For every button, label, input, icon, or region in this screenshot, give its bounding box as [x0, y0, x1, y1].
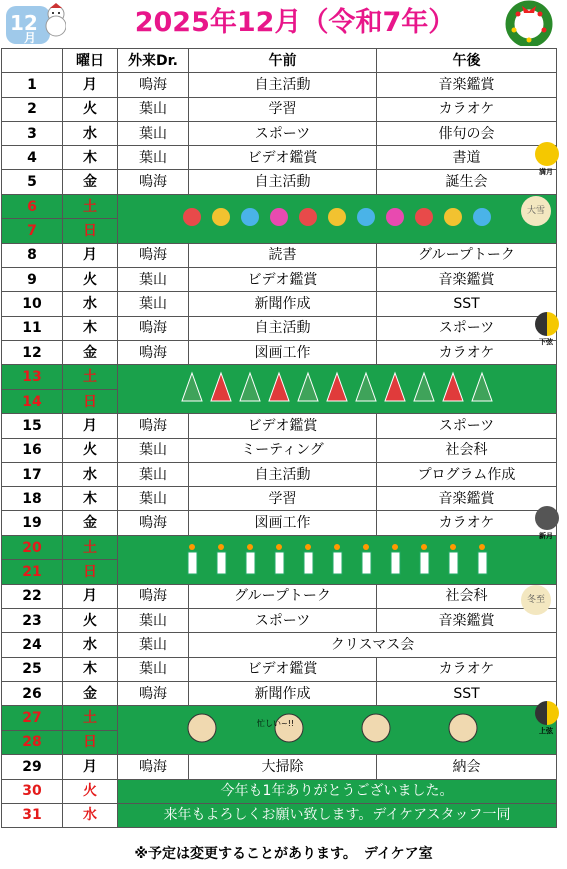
doctor-name: 葉山 [118, 438, 189, 462]
table-row [2, 803, 557, 827]
day-of-week: 月 [63, 414, 118, 438]
page-title: 2025年12月（令和7年） [134, 7, 456, 38]
table-row [2, 414, 557, 438]
tree-icon [327, 373, 347, 401]
tree-icon [298, 373, 318, 401]
ornament-icon [444, 208, 462, 226]
am-activity: 自主活動 [189, 170, 377, 194]
day-of-week: 金 [63, 511, 118, 535]
ornament-icon [328, 208, 346, 226]
table-row [2, 657, 557, 681]
day-of-week: 金 [63, 170, 118, 194]
flame-icon [276, 544, 282, 550]
day-number: 31 [2, 803, 63, 827]
day-number: 22 [2, 584, 63, 608]
day-of-week: 水 [63, 292, 118, 316]
day-of-week: 木 [63, 146, 118, 170]
month-badge-icon [4, 2, 66, 46]
tree-icon [443, 373, 463, 401]
character-icon [188, 714, 216, 742]
am-activity: 図画工作 [189, 340, 377, 364]
doctor-name: 葉山 [118, 146, 189, 170]
all-day-activity: クリスマス会 [189, 633, 557, 657]
day-number: 15 [2, 414, 63, 438]
day-number: 24 [2, 633, 63, 657]
badge-month: 12 [10, 11, 38, 35]
doctor-name: 鳴海 [118, 340, 189, 364]
day-number: 1 [2, 73, 63, 97]
table-header-row [2, 49, 557, 73]
pm-activity: カラオケ [377, 340, 557, 364]
day-of-week: 土 [63, 535, 118, 560]
header-am: 午前 [189, 49, 377, 73]
day-number: 30 [2, 779, 63, 803]
ornament-icon [270, 208, 288, 226]
moon-phase-label: 新月 [539, 532, 553, 541]
day-number: 9 [2, 268, 63, 292]
flame-icon [247, 544, 253, 550]
table-row [2, 462, 557, 486]
doctor-name: 葉山 [118, 97, 189, 121]
day-number: 8 [2, 243, 63, 267]
day-of-week: 火 [63, 609, 118, 633]
wreath-icon [500, 0, 558, 46]
ornament-icon [212, 208, 230, 226]
badge-unit: 月 [24, 31, 37, 45]
table-row [2, 73, 557, 97]
day-number: 28 [2, 730, 63, 755]
table-row [2, 609, 557, 633]
ornament-icon [473, 208, 491, 226]
day-number: 21 [2, 560, 63, 585]
flame-icon [392, 544, 398, 550]
ornament-icon [183, 208, 201, 226]
flame-icon [218, 544, 224, 550]
doctor-name: 鳴海 [118, 681, 189, 705]
am-activity: スポーツ [189, 609, 377, 633]
decoration-art [172, 536, 502, 580]
pm-activity: 社会科 [377, 584, 557, 608]
doctor-name: 鳴海 [118, 511, 189, 535]
weekend-decoration [118, 535, 557, 584]
flame-icon [363, 544, 369, 550]
day-of-week: 水 [63, 121, 118, 145]
table-row [2, 340, 557, 364]
day-of-week: 火 [63, 268, 118, 292]
day-number: 2 [2, 97, 63, 121]
pm-activity: カラオケ [377, 511, 557, 535]
solar-term-icon: 冬至 [521, 585, 551, 615]
character-icon [449, 714, 477, 742]
tree-icon [269, 373, 289, 401]
day-of-week: 土 [63, 706, 118, 731]
flame-icon [450, 544, 456, 550]
header-day [2, 49, 63, 73]
table-row [2, 779, 557, 803]
day-number: 6 [2, 194, 63, 219]
candle-icon [275, 552, 284, 574]
pm-activity: SST [377, 681, 557, 705]
am-activity: 学習 [189, 97, 377, 121]
table-row [2, 194, 557, 219]
am-activity: 図画工作 [189, 511, 377, 535]
moon-phase-label: 上弦 [539, 726, 553, 735]
ornament-icon [386, 208, 404, 226]
table-row [2, 146, 557, 170]
day-number: 20 [2, 535, 63, 560]
day-number: 25 [2, 657, 63, 681]
holiday-message: 来年もよろしくお願い致します。デイケアスタッフ一同 [118, 803, 557, 827]
table-row [2, 535, 557, 560]
candle-icon [362, 552, 371, 574]
day-of-week: 日 [63, 389, 118, 414]
am-activity: 自主活動 [189, 462, 377, 486]
am-activity: ビデオ鑑賞 [189, 414, 377, 438]
day-number: 4 [2, 146, 63, 170]
pm-activity: プログラム作成 [377, 462, 557, 486]
day-of-week: 木 [63, 487, 118, 511]
moon-phase-label: 満月 [539, 167, 553, 176]
tree-icon [472, 373, 492, 401]
pm-activity: 書道 [377, 146, 557, 170]
moon-phase-icon [535, 701, 559, 725]
decoration-art [172, 706, 502, 750]
pm-activity: 音楽鑑賞 [377, 73, 557, 97]
table-row [2, 97, 557, 121]
day-number: 13 [2, 365, 63, 390]
weekend-decoration [118, 365, 557, 414]
am-activity: ビデオ鑑賞 [189, 268, 377, 292]
table-row [2, 365, 557, 390]
pm-activity: 俳句の会 [377, 121, 557, 145]
flame-icon [305, 544, 311, 550]
pm-activity: スポーツ [377, 316, 557, 340]
footer-note: ※予定は変更することがあります。 デイケア室 [134, 846, 433, 862]
am-activity: 大掃除 [189, 755, 377, 779]
day-of-week: 木 [63, 316, 118, 340]
moon-phase-label: 下弦 [539, 337, 553, 346]
tree-icon [385, 373, 405, 401]
table-row [2, 316, 557, 340]
pm-activity: 音楽鑑賞 [377, 609, 557, 633]
day-number: 10 [2, 292, 63, 316]
candle-icon [391, 552, 400, 574]
candle-icon [449, 552, 458, 574]
day-of-week: 火 [63, 97, 118, 121]
tree-icon [356, 373, 376, 401]
am-activity: 新聞作成 [189, 681, 377, 705]
table-row [2, 243, 557, 267]
pm-activity: 社会科 [377, 438, 557, 462]
day-of-week: 水 [63, 462, 118, 486]
day-number: 3 [2, 121, 63, 145]
solar-term-icon: 大雪 [521, 196, 551, 226]
day-of-week: 金 [63, 340, 118, 364]
header-dow: 曜日 [63, 49, 118, 73]
am-activity: ミーティング [189, 438, 377, 462]
day-of-week: 土 [63, 365, 118, 390]
day-of-week: 火 [63, 779, 118, 803]
day-of-week: 月 [63, 755, 118, 779]
doctor-name: 鳴海 [118, 73, 189, 97]
day-of-week: 月 [63, 243, 118, 267]
day-number: 18 [2, 487, 63, 511]
am-activity: スポーツ [189, 121, 377, 145]
weekend-decoration [118, 194, 557, 243]
moon-phase-icon [535, 142, 559, 166]
day-number: 12 [2, 340, 63, 364]
flame-icon [421, 544, 427, 550]
ornament-icon [299, 208, 317, 226]
table-row [2, 755, 557, 779]
doctor-name: 葉山 [118, 292, 189, 316]
speech-bubble-text: 忙しい~!! [257, 719, 295, 729]
day-of-week: 日 [63, 730, 118, 755]
day-number: 7 [2, 219, 63, 244]
day-of-week: 木 [63, 657, 118, 681]
candle-icon [304, 552, 313, 574]
doctor-name: 葉山 [118, 487, 189, 511]
day-of-week: 月 [63, 584, 118, 608]
doctor-name: 鳴海 [118, 755, 189, 779]
doctor-name: 葉山 [118, 657, 189, 681]
pm-activity: 誕生会 [377, 170, 557, 194]
day-of-week: 水 [63, 803, 118, 827]
candle-icon [188, 552, 197, 574]
table-row [2, 487, 557, 511]
candle-icon [478, 552, 487, 574]
table-row [2, 633, 557, 657]
doctor-name: 鳴海 [118, 414, 189, 438]
doctor-name: 葉山 [118, 268, 189, 292]
doctor-name: 葉山 [118, 609, 189, 633]
day-number: 26 [2, 681, 63, 705]
am-activity: ビデオ鑑賞 [189, 146, 377, 170]
candle-icon [246, 552, 255, 574]
table-row [2, 121, 557, 145]
holiday-message: 今年も1年ありがとうございました。 [118, 779, 557, 803]
doctor-name: 葉山 [118, 462, 189, 486]
day-of-week: 金 [63, 681, 118, 705]
ornament-icon [357, 208, 375, 226]
header-pm: 午後 [377, 49, 557, 73]
day-number: 14 [2, 389, 63, 414]
doctor-name: 葉山 [118, 633, 189, 657]
am-activity: ビデオ鑑賞 [189, 657, 377, 681]
tree-icon [211, 373, 231, 401]
flame-icon [479, 544, 485, 550]
table-row [2, 584, 557, 608]
table-row [2, 438, 557, 462]
table-row [2, 706, 557, 731]
candle-icon [217, 552, 226, 574]
pm-activity: SST [377, 292, 557, 316]
day-of-week: 水 [63, 633, 118, 657]
doctor-name: 鳴海 [118, 170, 189, 194]
doctor-name: 鳴海 [118, 316, 189, 340]
schedule-table [1, 48, 557, 828]
ornament-icon [241, 208, 259, 226]
am-activity: 自主活動 [189, 73, 377, 97]
day-number: 29 [2, 755, 63, 779]
day-number: 19 [2, 511, 63, 535]
day-of-week: 土 [63, 194, 118, 219]
am-activity: グループトーク [189, 584, 377, 608]
day-number: 23 [2, 609, 63, 633]
character-icon [362, 714, 390, 742]
table-row [2, 268, 557, 292]
moon-phase-icon [535, 506, 559, 530]
decoration-art [172, 365, 502, 409]
table-row [2, 170, 557, 194]
pm-activity: カラオケ [377, 657, 557, 681]
day-of-week: 月 [63, 73, 118, 97]
ornament-icon [415, 208, 433, 226]
day-number: 16 [2, 438, 63, 462]
moon-phase-icon [535, 312, 559, 336]
am-activity: 新聞作成 [189, 292, 377, 316]
day-number: 5 [2, 170, 63, 194]
pm-activity: カラオケ [377, 97, 557, 121]
am-activity: 学習 [189, 487, 377, 511]
candle-icon [420, 552, 429, 574]
tree-icon [240, 373, 260, 401]
day-number: 11 [2, 316, 63, 340]
pm-activity: スポーツ [377, 414, 557, 438]
pm-activity: グループトーク [377, 243, 557, 267]
tree-icon [182, 373, 202, 401]
pm-activity: 音楽鑑賞 [377, 268, 557, 292]
pm-activity: 音楽鑑賞 [377, 487, 557, 511]
day-number: 27 [2, 706, 63, 731]
header-doctor: 外来Dr. [118, 49, 189, 73]
flame-icon [189, 544, 195, 550]
table-row [2, 292, 557, 316]
am-activity: 読書 [189, 243, 377, 267]
day-of-week: 火 [63, 438, 118, 462]
table-row [2, 681, 557, 705]
tree-icon [414, 373, 434, 401]
flame-icon [334, 544, 340, 550]
doctor-name: 鳴海 [118, 243, 189, 267]
am-activity: 自主活動 [189, 316, 377, 340]
candle-icon [333, 552, 342, 574]
day-of-week: 日 [63, 219, 118, 244]
decoration-art [172, 195, 502, 239]
weekend-decoration [118, 706, 557, 755]
table-row [2, 511, 557, 535]
doctor-name: 鳴海 [118, 584, 189, 608]
doctor-name: 葉山 [118, 121, 189, 145]
day-of-week: 日 [63, 560, 118, 585]
day-number: 17 [2, 462, 63, 486]
pm-activity: 納会 [377, 755, 557, 779]
